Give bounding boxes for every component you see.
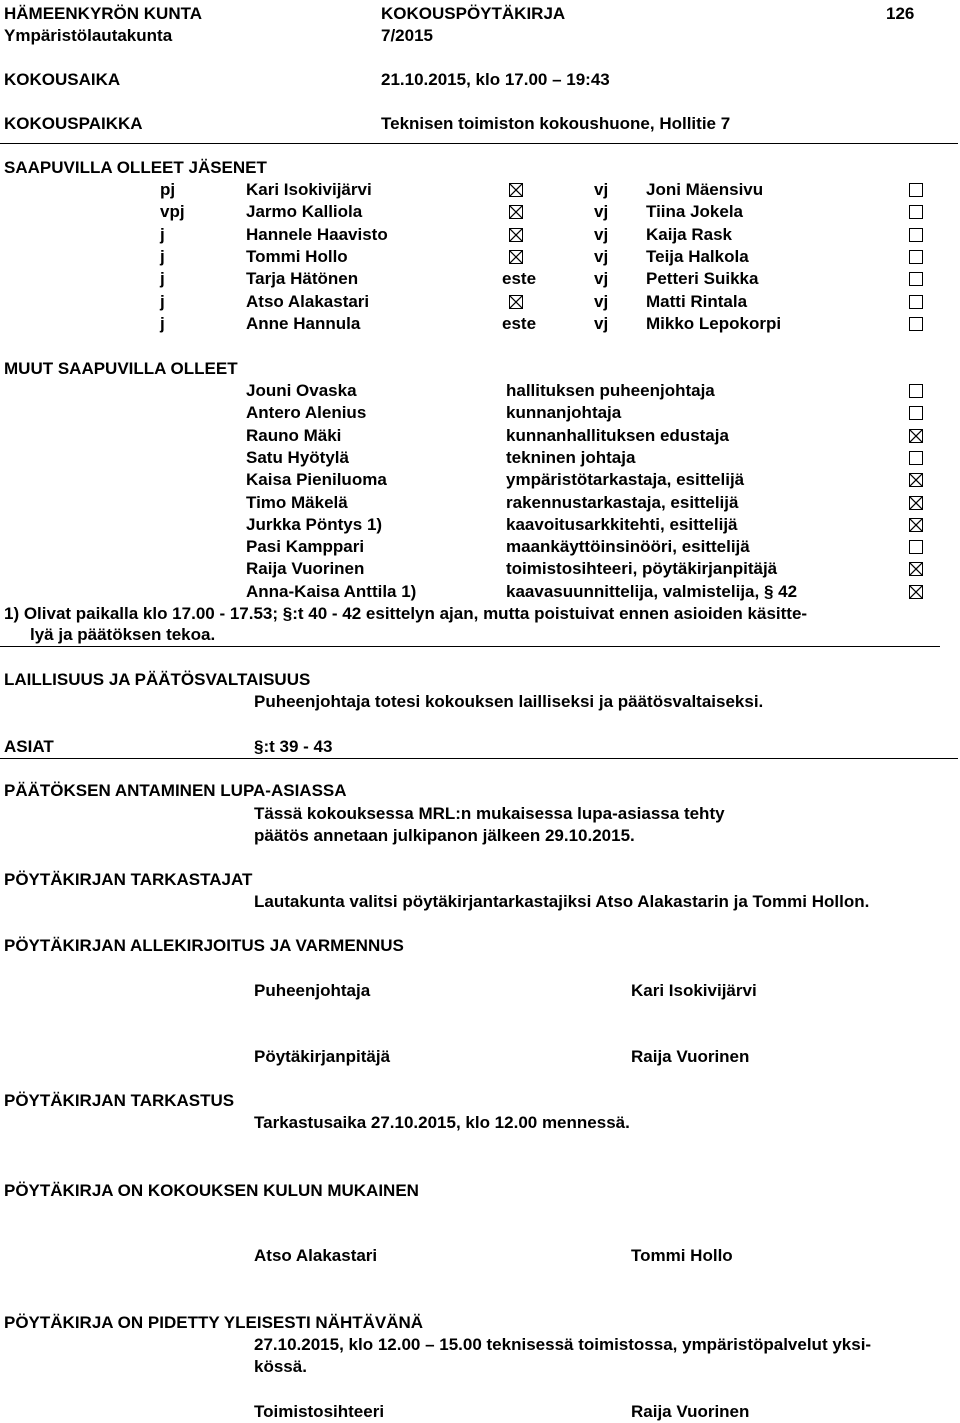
deputy-role: vj — [594, 202, 609, 222]
deputy-present-checkbox[interactable] — [909, 183, 923, 197]
legality-text: Puheenjohtaja totesi kokouksen lailliseksi ja päätösvaltaiseksi. — [254, 692, 764, 711]
deputy-name: Mikko Lepokorpi — [646, 313, 782, 333]
divider — [0, 646, 940, 647]
deputy-name: Petteri Suikka — [646, 269, 759, 289]
deputy-role: vj — [594, 246, 609, 266]
deputy-name: Joni Mäensivu — [646, 180, 764, 199]
attendee-present-checkbox[interactable] — [909, 518, 923, 532]
attendee-present-checkbox[interactable] — [909, 384, 923, 398]
matters-value: §:t 39 - 43 — [254, 737, 333, 756]
attendee-name: Timo Mäkelä — [246, 492, 348, 512]
footnote-line-2: lyä ja päätöksen tekoa. — [30, 625, 216, 644]
deputy-name: Teija Halkola — [646, 246, 749, 266]
checkmark-x-icon — [510, 206, 522, 218]
attendee-role: toimistosihteeri, pöytäkirjanpitäjä — [506, 559, 778, 579]
public-line-2: kössä. — [254, 1357, 307, 1376]
deputy-role: vj — [594, 180, 609, 199]
attendee-name: Kaisa Pieniluoma — [246, 470, 387, 490]
attendee-role: kaavasuunnittelija, valmistelija, § 42 — [506, 581, 798, 601]
deputy-name: Kaija Rask — [646, 224, 732, 244]
secretary-name: Raija Vuorinen — [631, 1047, 750, 1066]
permit-line-1: Tässä kokouksessa MRL:n mukaisessa lupa-asiassa tehty — [254, 804, 725, 823]
deputy-name: Matti Rintala — [646, 291, 748, 311]
member-role: vpj — [160, 202, 185, 222]
attendee-role: ympäristötarkastaja, esittelijä — [506, 470, 745, 490]
attendee-role: kunnanjohtaja — [506, 403, 622, 423]
attendee-present-checkbox[interactable] — [909, 473, 923, 487]
signatures-title: PÖYTÄKIRJAN ALLEKIRJOITUS JA VARMENNUS — [4, 936, 404, 955]
checkmark-x-icon — [910, 586, 922, 598]
divider — [0, 758, 958, 759]
checkmark-x-icon — [510, 229, 522, 241]
reviewers-text: Lautakunta valitsi pöytäkirjantarkastajiksi Atso Alakastarin ja Tommi Hollon. — [254, 892, 870, 911]
deputy-role: vj — [594, 313, 609, 333]
deputy-present-checkbox[interactable] — [909, 317, 923, 331]
deputy-present-checkbox[interactable] — [909, 295, 923, 309]
member-role: j — [160, 224, 165, 244]
attendee-role: rakennustarkastaja, esittelijä — [506, 492, 739, 512]
footnote-line-1: 1) Olivat paikalla klo 17.00 - 17.53; §:t 40 - 42 esittelyn ajan, mutta poistuivat ennen asioiden käsitte- — [4, 604, 808, 623]
document-number: 7/2015 — [381, 26, 433, 45]
matters-label: ASIAT — [4, 737, 54, 756]
checkmark-x-icon — [910, 519, 922, 531]
attendee-present-checkbox[interactable] — [909, 451, 923, 465]
reviewers-title: PÖYTÄKIRJAN TARKASTAJAT — [4, 870, 253, 889]
member-present-checkbox[interactable] — [509, 183, 523, 197]
public-title: PÖYTÄKIRJA ON PIDETTY YLEISESTI NÄHTÄVÄNÄ — [4, 1313, 424, 1332]
members-title: SAAPUVILLA OLLEET JÄSENET — [4, 158, 267, 177]
meeting-place-label: KOKOUSPAIKKA — [4, 114, 143, 133]
member-present-checkbox[interactable] — [509, 205, 523, 219]
member-role: j — [160, 246, 165, 266]
checkmark-x-icon — [910, 497, 922, 509]
member-name: Atso Alakastari — [246, 291, 370, 311]
review-title: PÖYTÄKIRJAN TARKASTUS — [4, 1091, 235, 1110]
others-title: MUUT SAAPUVILLA OLLEET — [4, 359, 238, 378]
member-name: Tarja Hätönen — [246, 269, 359, 289]
attendee-role: kaavoitusarkkitehti, esittelijä — [506, 514, 738, 534]
attendee-name: Satu Hyötylä — [246, 447, 349, 467]
chair-name: Kari Isokivijärvi — [631, 981, 757, 1000]
deputy-present-checkbox[interactable] — [909, 250, 923, 264]
member-present-checkbox[interactable] — [509, 295, 523, 309]
page-number: 126 — [886, 4, 915, 23]
chair-label: Puheenjohtaja — [254, 981, 371, 1000]
attendee-present-checkbox[interactable] — [909, 496, 923, 510]
deputy-present-checkbox[interactable] — [909, 228, 923, 242]
deputy-role: vj — [594, 224, 609, 244]
checkmark-x-icon — [510, 184, 522, 196]
meeting-place-value: Teknisen toimiston kokoushuone, Hollitie 7 — [381, 114, 731, 133]
permit-title: PÄÄTÖKSEN ANTAMINEN LUPA-ASIASSA — [4, 781, 347, 800]
public-signer-label: Toimistosihteeri — [254, 1402, 385, 1421]
public-signer-name: Raija Vuorinen — [631, 1402, 750, 1421]
member-role: j — [160, 313, 165, 333]
checkmark-x-icon — [910, 474, 922, 486]
conformity-title: PÖYTÄKIRJA ON KOKOUKSEN KULUN MUKAINEN — [4, 1181, 419, 1200]
legality-title: LAILLISUUS JA PÄÄTÖSVALTAISUUS — [4, 670, 311, 689]
public-line-1: 27.10.2015, klo 12.00 – 15.00 teknisessä toimistossa, ympäristöpalvelut yksi- — [254, 1335, 872, 1354]
attendee-name: Raija Vuorinen — [246, 559, 365, 579]
member-name: Hannele Haavisto — [246, 224, 388, 244]
attendee-role: tekninen johtaja — [506, 447, 636, 467]
attendee-present-checkbox[interactable] — [909, 585, 923, 599]
member-status: este — [502, 313, 537, 333]
meeting-time-label: KOKOUSAIKA — [4, 70, 121, 89]
committee-name: Ympäristölautakunta — [4, 26, 173, 45]
member-status: este — [502, 269, 537, 289]
member-role: pj — [160, 180, 176, 199]
attendee-role: hallituksen puheenjohtaja — [506, 381, 715, 400]
member-name: Kari Isokivijärvi — [246, 180, 372, 199]
org-name: HÄMEENKYRÖN KUNTA — [4, 4, 203, 23]
document-type: KOKOUSPÖYTÄKIRJA — [381, 4, 566, 23]
member-present-checkbox[interactable] — [509, 228, 523, 242]
deputy-name: Tiina Jokela — [646, 202, 744, 222]
deputy-role: vj — [594, 269, 609, 289]
deputy-role: vj — [594, 291, 609, 311]
attendee-role: maankäyttöinsinööri, esittelijä — [506, 537, 750, 557]
attendee-present-checkbox[interactable] — [909, 429, 923, 443]
attendee-name: Pasi Kamppari — [246, 537, 365, 557]
checkmark-x-icon — [910, 430, 922, 442]
divider — [0, 143, 958, 144]
checkmark-x-icon — [510, 296, 522, 308]
member-present-checkbox[interactable] — [509, 250, 523, 264]
deputy-present-checkbox[interactable] — [909, 272, 923, 286]
checkmark-x-icon — [510, 251, 522, 263]
member-name: Tommi Hollo — [246, 246, 348, 266]
meeting-time-value: 21.10.2015, klo 17.00 – 19:43 — [381, 70, 610, 89]
member-name: Anne Hannula — [246, 313, 361, 333]
attendee-name: Jurkka Pöntys 1) — [246, 514, 383, 534]
member-role: j — [160, 269, 165, 289]
member-role: j — [160, 291, 165, 311]
member-name: Jarmo Kalliola — [246, 202, 363, 222]
attendee-name: Antero Alenius — [246, 403, 367, 423]
attendee-present-checkbox[interactable] — [909, 562, 923, 576]
deputy-present-checkbox[interactable] — [909, 205, 923, 219]
attendee-role: kunnanhallituksen edustaja — [506, 425, 729, 445]
attendee-name: Rauno Mäki — [246, 425, 342, 445]
conformity-signer-2: Tommi Hollo — [631, 1246, 733, 1265]
attendee-name: Jouni Ovaska — [246, 381, 357, 400]
secretary-label: Pöytäkirjanpitäjä — [254, 1047, 391, 1066]
review-text: Tarkastusaika 27.10.2015, klo 12.00 mennessä. — [254, 1113, 630, 1132]
conformity-signer-1: Atso Alakastari — [254, 1246, 378, 1265]
attendee-present-checkbox[interactable] — [909, 540, 923, 554]
checkmark-x-icon — [910, 563, 922, 575]
attendee-name: Anna-Kaisa Anttila 1) — [246, 581, 417, 601]
attendee-present-checkbox[interactable] — [909, 406, 923, 420]
permit-line-2: päätös annetaan julkipanon jälkeen 29.10.2015. — [254, 826, 635, 845]
